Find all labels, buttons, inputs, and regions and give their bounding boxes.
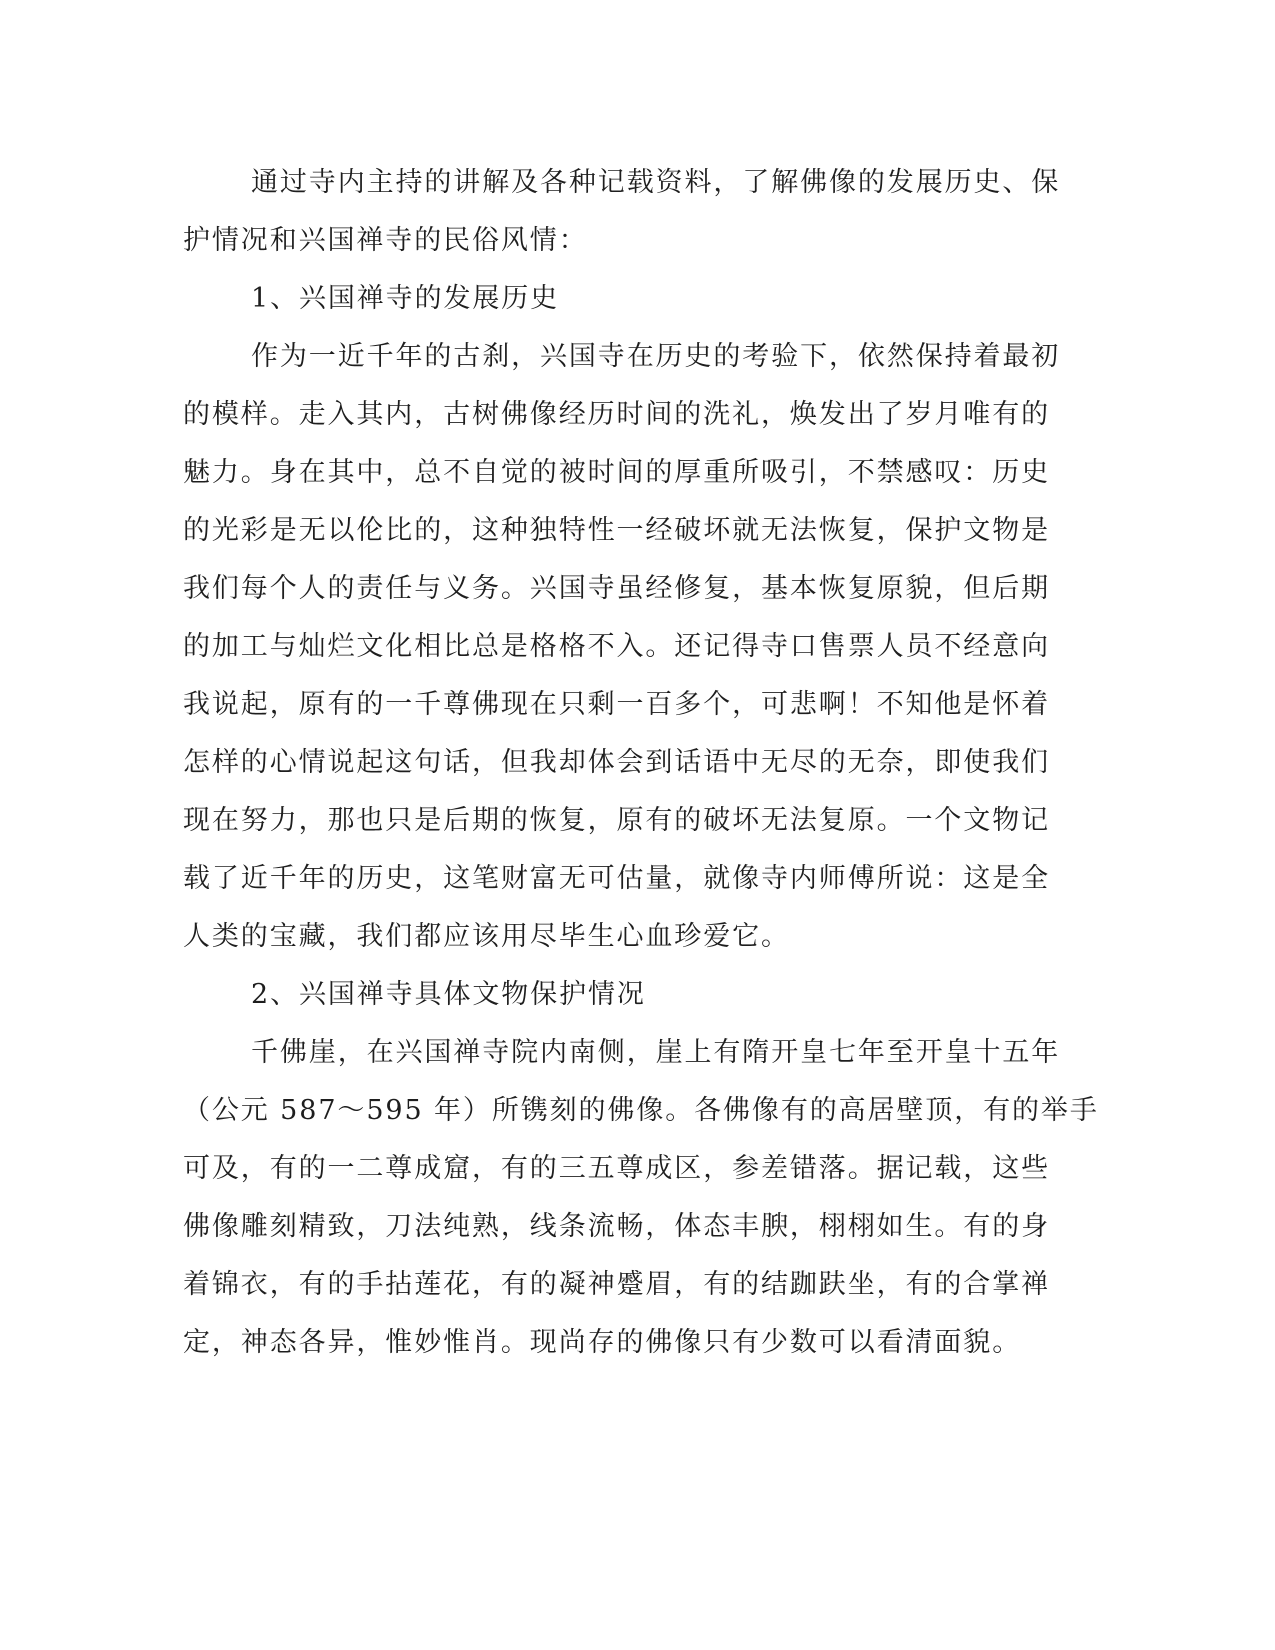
intro-line-1: 通过寺内主持的讲解及各种记载资料，了解佛像的发展历史、保 [251, 167, 1061, 198]
paragraph-1-line: 作为一近千年的古刹，兴国寺在历史的考验下，依然保持着最初 [251, 341, 1061, 372]
paragraph-2-line: （公元 587～595 年）所镌刻的佛像。各佛像有的高居壁顶，有的举手 [183, 1095, 1099, 1126]
paragraph-1-line: 现在努力，那也只是后期的恢复，原有的破坏无法复原。一个文物记 [183, 805, 1050, 836]
paragraph-1-line: 我说起，原有的一千尊佛现在只剩一百多个，可悲啊！不知他是怀着 [183, 689, 1050, 720]
paragraph-1-line: 的加工与灿烂文化相比总是格格不入。还记得寺口售票人员不经意向 [183, 631, 1050, 662]
intro-line-2: 护情况和兴国禅寺的民俗风情： [183, 225, 588, 256]
paragraph-1-line: 人类的宝藏，我们都应该用尽毕生心血珍爱它。 [183, 921, 790, 952]
paragraph-1-line: 的光彩是无以伦比的，这种独特性一经破坏就无法恢复，保护文物是 [183, 515, 1050, 546]
paragraph-2-line: 可及，有的一二尊成窟，有的三五尊成区，参差错落。据记载，这些 [183, 1153, 1050, 1184]
paragraph-1-line: 我们每个人的责任与义务。兴国寺虽经修复，基本恢复原貌，但后期 [183, 573, 1050, 604]
paragraph-2-line: 着锦衣，有的手拈莲花，有的凝神蹙眉，有的结跏趺坐，有的合掌禅 [183, 1269, 1050, 1300]
paragraph-1-line: 魅力。身在其中，总不自觉的被时间的厚重所吸引，不禁感叹：历史 [183, 457, 1050, 488]
paragraph-2-line: 佛像雕刻精致，刀法纯熟，线条流畅，体态丰腴，栩栩如生。有的身 [183, 1211, 1050, 1242]
section-heading-1: 1、兴国禅寺的发展历史 [251, 283, 560, 314]
paragraph-1-line: 的模样。走入其内，古树佛像经历时间的洗礼，焕发出了岁月唯有的 [183, 399, 1050, 430]
paragraph-1-line: 怎样的心情说起这句话，但我却体会到话语中无尽的无奈，即使我们 [183, 747, 1050, 778]
paragraph-2-line: 定，神态各异，惟妙惟肖。现尚存的佛像只有少数可以看清面貌。 [183, 1327, 1022, 1358]
section-heading-2: 2、兴国禅寺具体文物保护情况 [251, 979, 646, 1010]
paragraph-2-line: 千佛崖，在兴国禅寺院内南侧，崖上有隋开皇七年至开皇十五年 [251, 1037, 1061, 1068]
paragraph-1-line: 载了近千年的历史，这笔财富无可估量，就像寺内师傅所说：这是全 [183, 863, 1050, 894]
